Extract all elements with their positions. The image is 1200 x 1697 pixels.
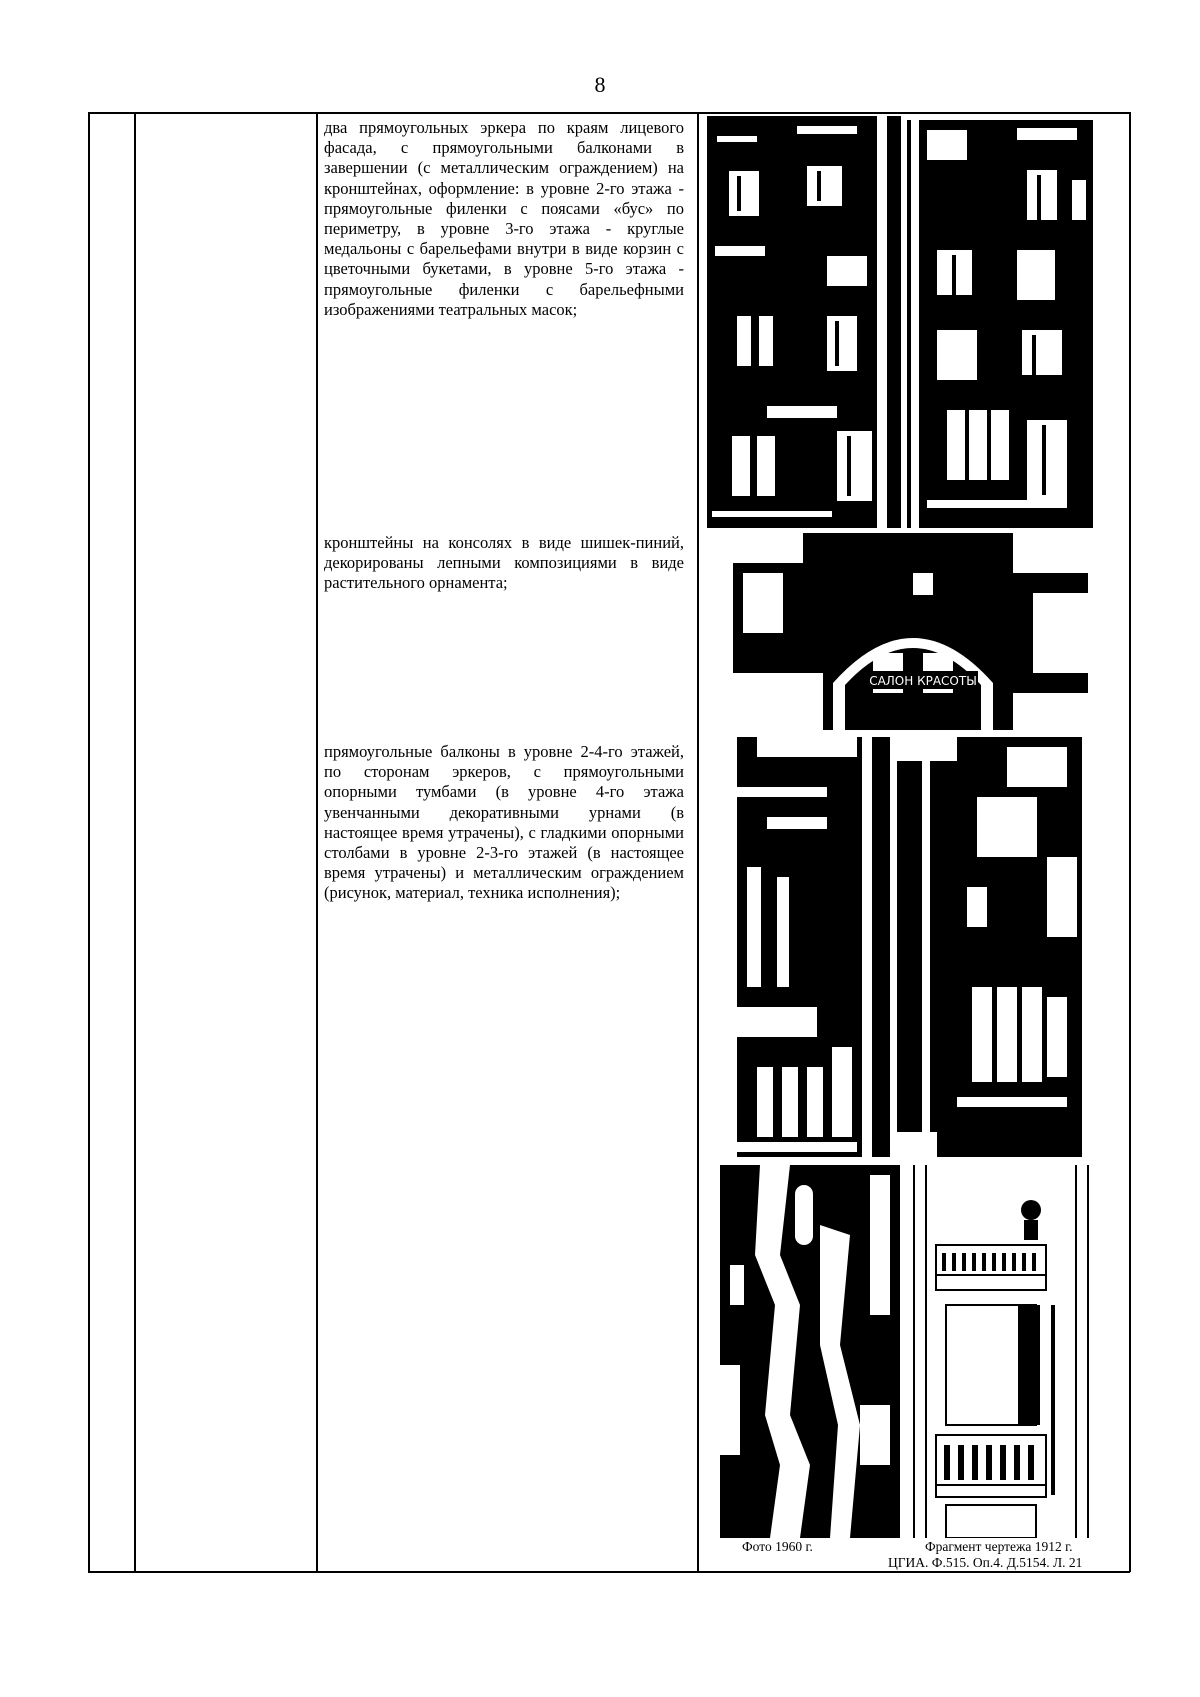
- balcony-photo-left: [737, 737, 890, 1157]
- column-divider-5: [1129, 112, 1131, 1572]
- row-1-description: [324, 118, 684, 320]
- bracket-arch-photo: [733, 533, 1088, 730]
- column-divider-1: [88, 112, 90, 1572]
- balcony-photo-right: [897, 737, 1082, 1157]
- page-number: 8: [594, 72, 606, 97]
- architectural-drawing-1912: [906, 1165, 1101, 1538]
- shop-sign-text: САЛОН КРАСОТЫ: [869, 674, 977, 688]
- column-divider-2: [134, 112, 136, 1572]
- facade-bay-window-photo-left: [707, 116, 901, 528]
- caption-photo-1960: Фото 1960 г.: [742, 1539, 813, 1554]
- table-top-border: [88, 112, 1130, 114]
- row-2-text: кронштейны на консолях в виде шишек-пиний, декорированы лепными композициями в виде растительного орнамента;: [324, 533, 684, 593]
- caption-archive-reference: ЦГИА. Ф.515. Оп.4. Д.5154. Л. 21: [888, 1555, 1083, 1570]
- caption-drawing-fragment: Фрагмент чертежа 1912 г.: [925, 1539, 1073, 1554]
- row-3-description: [324, 742, 684, 904]
- row-1-text: два прямоугольных эркера по краям лицевого фасада, с прямоугольными балконами в завершении (с металлическим ограждением) на кронштейнах, оформление: в уровне 2-го этажа - прямоугольные филенки с поясами «бус» по периметру, в уровне 3-го этажа - круглые медальоны с барельефами внутри в виде корзин с цветочными букетами, в уровне 5-го этажа - прямоугольные филенки с барельефными изображениями театральных масок;: [324, 118, 684, 319]
- row-2-description: [324, 533, 684, 594]
- column-divider-4: [697, 112, 699, 1572]
- table-bottom-border: [88, 1571, 1130, 1573]
- column-divider-3: [316, 112, 318, 1572]
- row-3-text: прямоугольные балконы в уровне 2-4-го этажей, по сторонам эркеров, с прямоугольными опорными тумбами (в уровне 4-го этажа увенчанными декоративными урнами (в настоящее время утрачены), с гладкими опорными столбами в уровне 2-3-го этажей (в настоящее время утрачены) и металлическим ограждением (рисунок, материал, техника исполнения);: [324, 742, 684, 903]
- facade-bay-window-photo-right: [907, 120, 1093, 528]
- historic-photo-1960: [720, 1165, 900, 1538]
